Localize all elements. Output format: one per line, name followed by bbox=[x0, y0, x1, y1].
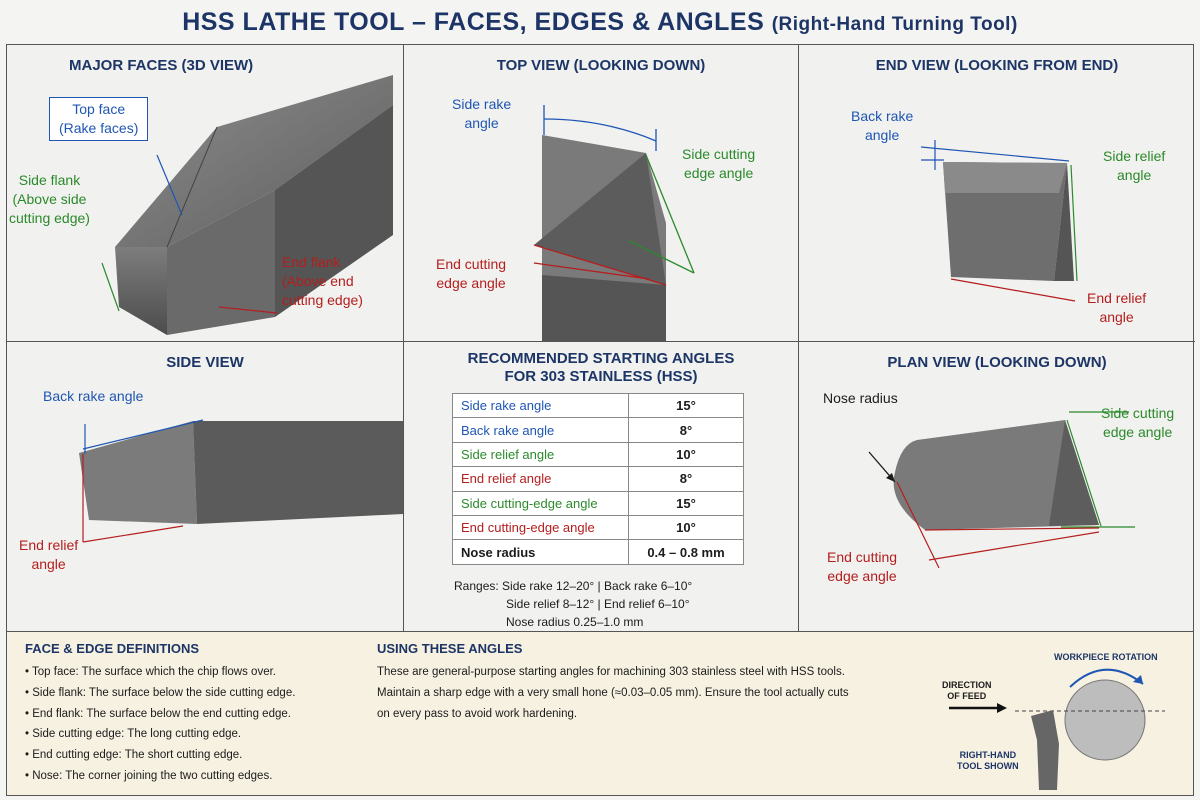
label-line: End cutting bbox=[436, 256, 507, 272]
panel-plan-view bbox=[799, 342, 1195, 633]
list-item: • End flank: The surface below the end cutting edge. bbox=[25, 704, 295, 725]
info-strip bbox=[6, 632, 1194, 796]
label-side-flank bbox=[9, 171, 90, 228]
list-item: • Top face: The surface which the chip flows over. bbox=[25, 662, 295, 683]
tool-side-shank bbox=[193, 421, 403, 524]
label-line: TOOL SHOWN bbox=[957, 761, 1019, 771]
table-row bbox=[453, 515, 744, 539]
label-line: Side relief bbox=[1103, 148, 1166, 164]
definitions-list bbox=[25, 662, 295, 787]
label-line: angle bbox=[1099, 309, 1134, 325]
label-side-cutting-edge-angle bbox=[1101, 404, 1174, 442]
label-line: End relief bbox=[1087, 290, 1147, 306]
recommended-angles-table bbox=[452, 393, 744, 565]
ranges-line: Nose radius 0.25–1.0 mm bbox=[506, 615, 644, 629]
label-line: Back rake bbox=[851, 108, 914, 124]
ranges-note bbox=[454, 577, 744, 631]
label-line: End flank bbox=[282, 254, 341, 270]
list-item: • End cutting edge: The short cutting edge. bbox=[25, 745, 295, 766]
tool-side-tip bbox=[79, 421, 197, 524]
label-line: (Rake faces) bbox=[59, 120, 139, 136]
panel-title: END VIEW (LOOKING FROM END) bbox=[875, 57, 1119, 74]
label-line: RIGHT-HAND bbox=[959, 750, 1017, 760]
tool-end-top bbox=[943, 162, 1067, 193]
panel-title: MAJOR FACES (3D VIEW) bbox=[69, 57, 254, 74]
angle-name: Nose radius bbox=[453, 540, 629, 564]
label-back-rake-angle: Back rake angle bbox=[43, 388, 144, 404]
label-workpiece-rotation: WORKPIECE ROTATION bbox=[1054, 652, 1158, 662]
list-item: • Side cutting edge: The long cutting edge. bbox=[25, 724, 295, 745]
label-line: edge angle bbox=[827, 568, 897, 584]
list-item: • Nose: The corner joining the two cutting edges. bbox=[25, 766, 295, 787]
angle-value: 8° bbox=[629, 418, 744, 442]
angle-name: End relief angle bbox=[453, 467, 629, 491]
tool-side-illustration bbox=[7, 342, 403, 632]
angle-name: Side relief angle bbox=[453, 442, 629, 466]
angle-value: 15° bbox=[629, 394, 744, 418]
angle-value: 10° bbox=[629, 515, 744, 539]
table-row bbox=[453, 442, 744, 466]
label-line: Side cutting bbox=[1101, 405, 1175, 421]
using-line: These are general-purpose starting angles for machining 303 stainless steel with HSS tools. bbox=[377, 666, 845, 678]
title-line: RECOMMENDED STARTING ANGLES bbox=[467, 350, 735, 367]
label-line: angle bbox=[1117, 167, 1152, 183]
label-top-face bbox=[49, 97, 148, 141]
panel-side-view bbox=[7, 342, 404, 633]
angle-value: 10° bbox=[629, 442, 744, 466]
label-line: Side flank bbox=[18, 172, 81, 188]
using-heading: USING THESE ANGLES bbox=[377, 641, 523, 656]
table-row bbox=[453, 394, 744, 418]
label-line: angle bbox=[464, 115, 499, 131]
title-line: FOR 303 STAINLESS (HSS) bbox=[504, 368, 698, 385]
label-line: edge angle bbox=[683, 165, 754, 181]
workpiece-circle bbox=[1065, 680, 1145, 760]
table-row bbox=[453, 540, 744, 564]
ranges-line: Ranges: Side rake 12–20° | Back rake 6–10° bbox=[454, 579, 693, 593]
label-line: End relief bbox=[19, 537, 79, 553]
label-line: cutting edge) bbox=[9, 210, 90, 226]
label-line: edge angle bbox=[436, 275, 506, 291]
definitions-heading: FACE & EDGE DEFINITIONS bbox=[25, 641, 200, 656]
angle-name: Side rake angle bbox=[453, 394, 629, 418]
table-row bbox=[453, 418, 744, 442]
panel-end-view bbox=[799, 45, 1195, 342]
label-line: Side rake bbox=[452, 96, 512, 112]
diagram-grid bbox=[6, 44, 1194, 632]
table-row bbox=[453, 491, 744, 515]
panel-recommended-angles bbox=[404, 342, 799, 633]
title-subtitle: (Right-Hand Turning Tool) bbox=[771, 14, 1018, 35]
angle-name: End cutting-edge angle bbox=[453, 515, 629, 539]
angle-value: 0.4 – 0.8 mm bbox=[629, 540, 744, 564]
label-back-rake-angle bbox=[851, 107, 913, 145]
panel-title: TOP VIEW (LOOKING DOWN) bbox=[496, 57, 706, 74]
page-title bbox=[0, 0, 1200, 44]
label-end-relief-angle bbox=[1087, 289, 1146, 327]
table-row bbox=[453, 467, 744, 491]
angle-name: Side cutting-edge angle bbox=[453, 491, 629, 515]
list-item: • Side flank: The surface below the side cutting edge. bbox=[25, 683, 295, 704]
panel-title: PLAN VIEW (LOOKING DOWN) bbox=[887, 354, 1107, 371]
panel-top-view bbox=[404, 45, 799, 342]
label-line: Top face bbox=[72, 101, 126, 117]
using-line: on every pass to avoid work hardening. bbox=[377, 707, 578, 720]
label-direction-of-feed bbox=[942, 680, 992, 702]
label-line: angle bbox=[31, 556, 66, 572]
using-text bbox=[377, 662, 917, 724]
label-nose-radius: Nose radius bbox=[823, 390, 898, 406]
angle-value: 15° bbox=[629, 491, 744, 515]
label-line: (Above side bbox=[12, 191, 87, 207]
label-end-cutting-edge-angle bbox=[436, 255, 506, 293]
label-side-cutting-edge-angle bbox=[682, 145, 755, 183]
label-end-cutting-edge-angle bbox=[827, 548, 897, 586]
label-line: End cutting bbox=[827, 549, 898, 565]
angle-value: 8° bbox=[629, 467, 744, 491]
label-side-relief-angle bbox=[1103, 147, 1165, 185]
label-line: edge angle bbox=[1102, 424, 1173, 440]
label-line: OF FEED bbox=[947, 691, 987, 701]
label-end-flank bbox=[282, 253, 363, 310]
panel-title: SIDE VIEW bbox=[166, 354, 244, 371]
ranges-line: Side relief 8–12° | End relief 6–10° bbox=[506, 597, 690, 611]
tool-top-illustration bbox=[404, 45, 798, 341]
tool-figure bbox=[1031, 710, 1059, 790]
label-line: (Above end bbox=[282, 273, 354, 289]
label-line: cutting edge) bbox=[282, 292, 363, 308]
tool-side-flank bbox=[115, 247, 167, 335]
panel-major-faces bbox=[7, 45, 404, 342]
label-side-rake-angle bbox=[452, 95, 511, 133]
label-end-relief-angle bbox=[19, 536, 78, 574]
panel-title bbox=[404, 350, 798, 386]
using-line: Maintain a sharp edge with a very small hone (≈0.03–0.05 mm). Ensure the tool actually cuts bbox=[377, 686, 849, 699]
label-line: Side cutting bbox=[682, 146, 756, 162]
tool-shank bbox=[542, 275, 666, 341]
label-right-hand-tool bbox=[957, 750, 1019, 772]
title-main: HSS LATHE TOOL – FACES, EDGES & ANGLES bbox=[182, 8, 765, 36]
tool-plan-illustration bbox=[799, 342, 1195, 632]
label-line: DIRECTION bbox=[942, 680, 992, 690]
label-line: angle bbox=[864, 127, 900, 143]
angle-name: Back rake angle bbox=[453, 418, 629, 442]
